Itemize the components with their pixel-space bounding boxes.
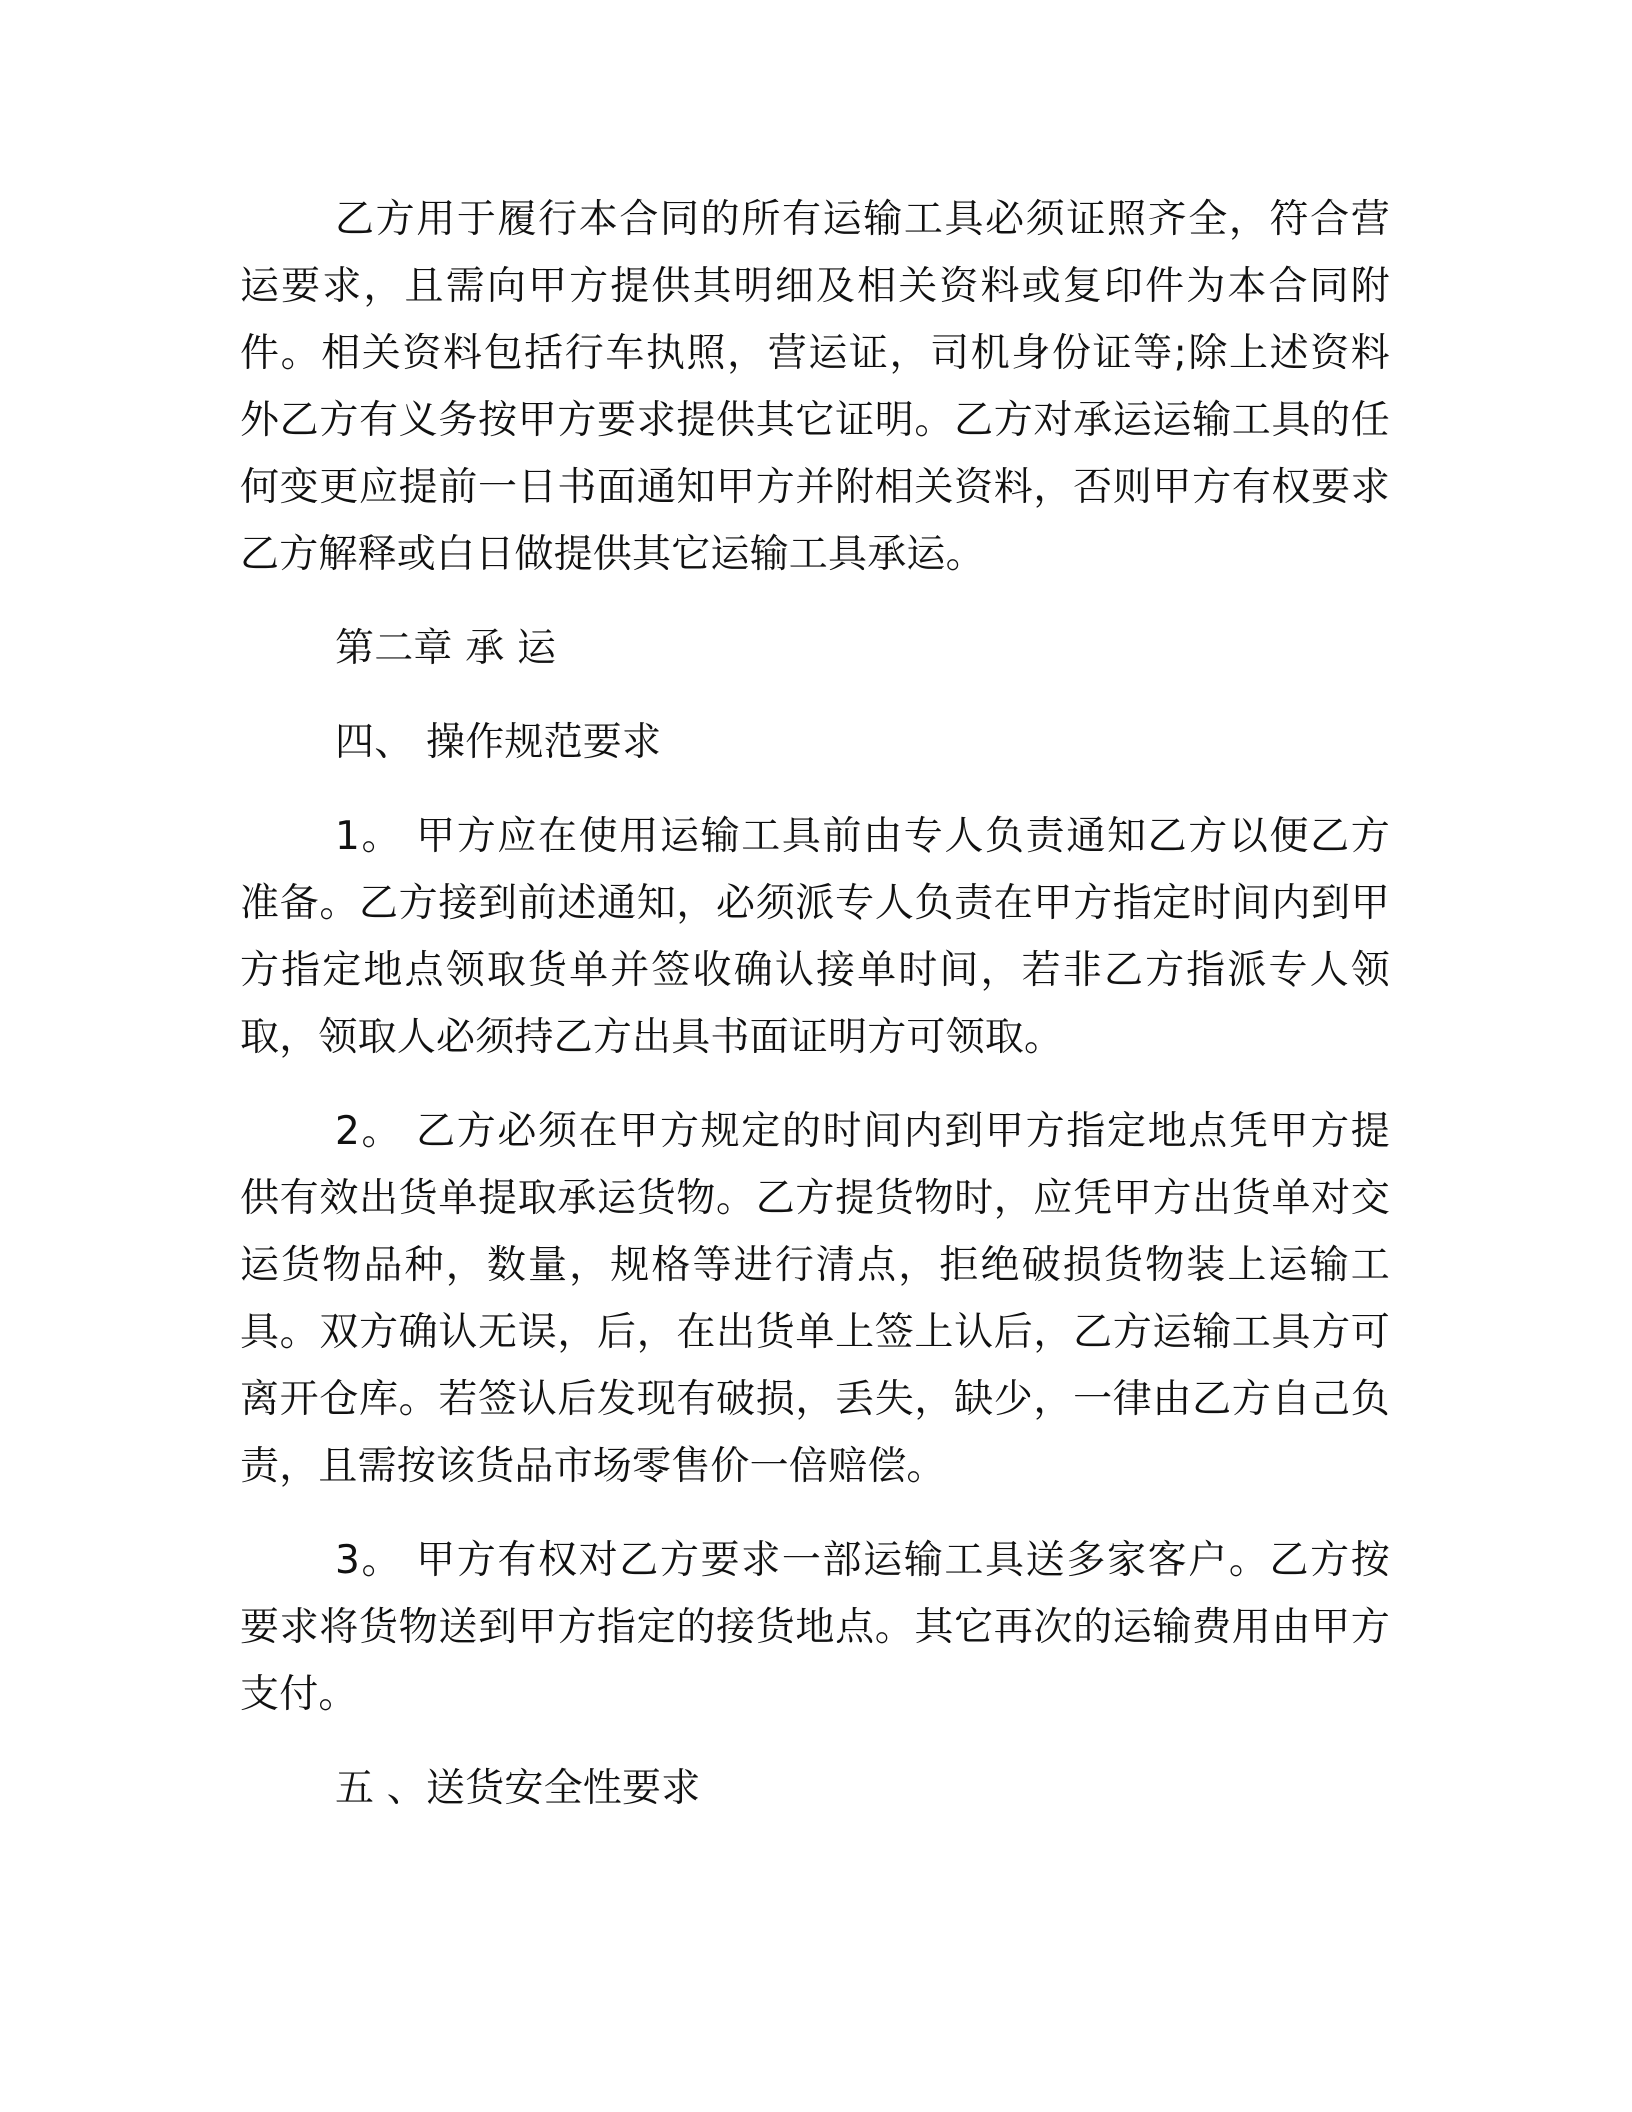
section-4-title: 四、 操作规范要求 xyxy=(335,720,662,765)
document-body xyxy=(240,186,1390,1822)
list-item-2: 2。 乙方必须在甲方规定的时间内到甲方指定地点凭甲方提供有效出货单提取承运货物。乙方提货物时，应凭甲方出货单对交运货物品种，数量，规格等进行清点，拒绝破损货物装上运输工具。双方确认无误，后，在出货单上签上认后，乙方运输工具方可离开仓库。若签认后发现有破损，丢失，缺少，一律由乙方自己负责，且需按该货品市场零售价一倍赔偿。 xyxy=(240,1109,1390,1489)
chapter-title: 第二章 承 运 xyxy=(335,626,557,671)
list-item-3: 3。 甲方有权对乙方要求一部运输工具送多家客户。乙方按要求将货物送到甲方指定的接货地点。其它再次的运输费用由甲方支付。 xyxy=(240,1538,1390,1717)
list-item-1: 1。 甲方应在使用运输工具前由专人负责通知乙方以便乙方准备。乙方接到前述通知，必须派专人负责在甲方指定时间内到甲方指定地点领取货单并签收确认接单时间，若非乙方指派专人领取，领取人必须持乙方出具书面证明方可领取。 xyxy=(240,814,1390,1060)
paragraph-vehicle-documents: 乙方用于履行本合同的所有运输工具必须证照齐全，符合营运要求，且需向甲方提供其明细及相关资料或复印件为本合同附件。相关资料包括行车执照，营运证，司机身份证等;除上述资料外乙方有义务按甲方要求提供其它证明。乙方对承运运输工具的任何变更应提前一日书面通知甲方并附相关资料，否则甲方有权要求乙方解释或白日做提供其它运输工具承运。 xyxy=(240,197,1390,577)
section-5-title: 五 、送货安全性要求 xyxy=(335,1766,701,1811)
